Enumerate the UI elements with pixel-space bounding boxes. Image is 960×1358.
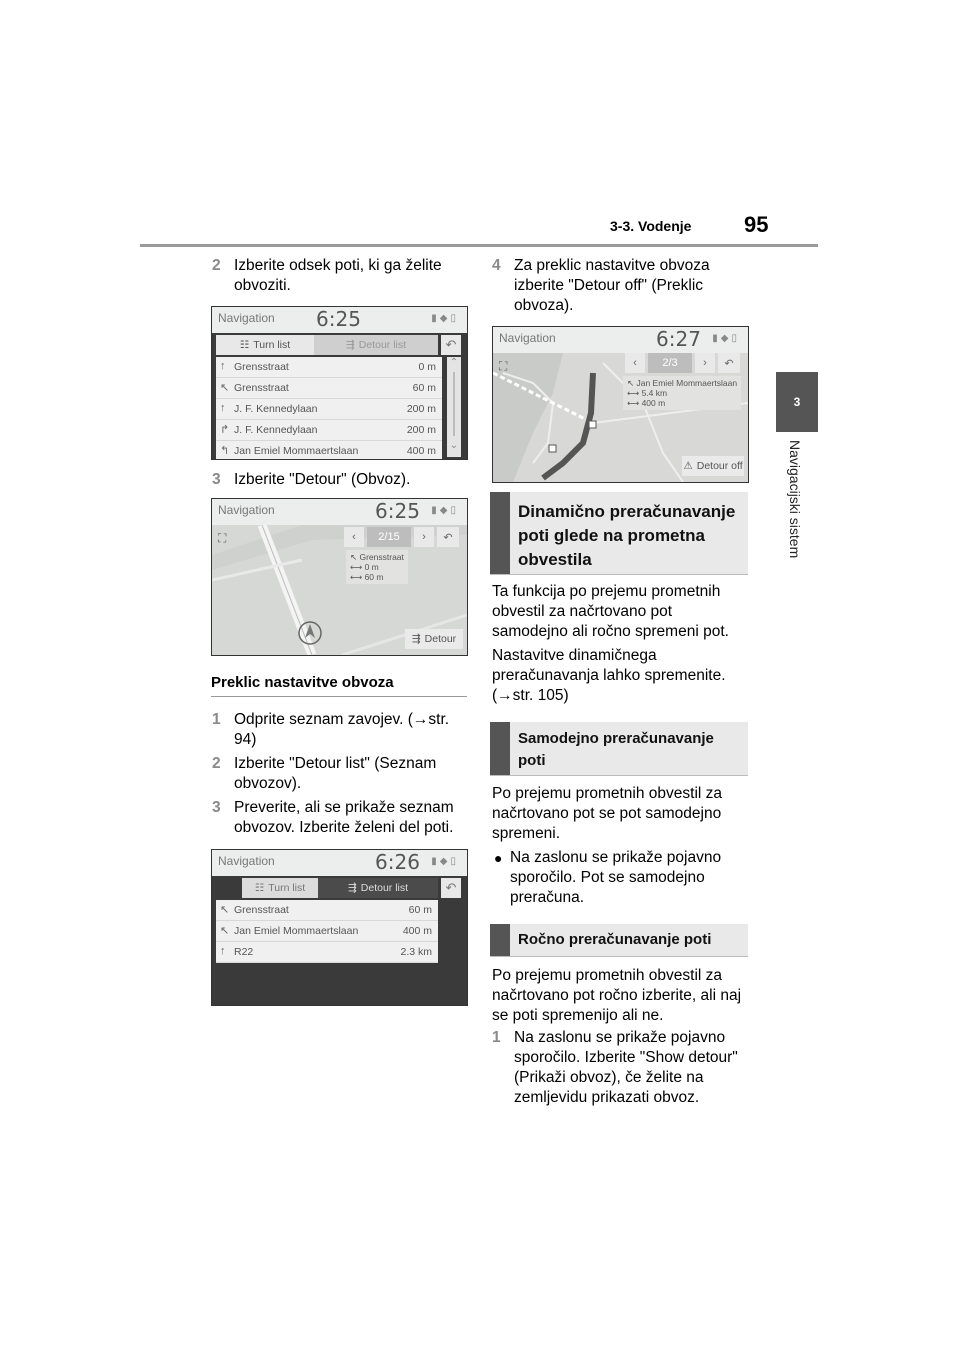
chapter-label: Navigacijski sistem bbox=[787, 440, 803, 559]
status-icons: ▮◆▯ bbox=[431, 856, 459, 867]
screen-title: Navigation bbox=[218, 311, 275, 325]
screen-turn-list bbox=[211, 306, 468, 460]
step-number: 3 bbox=[212, 799, 221, 816]
step-3 bbox=[212, 470, 472, 490]
fullscreen-icon[interactable]: ⛶ bbox=[218, 531, 227, 545]
fullscreen-icon[interactable]: ⛶ bbox=[499, 359, 508, 373]
step-4 bbox=[492, 256, 752, 316]
back-button[interactable] bbox=[441, 335, 461, 355]
screen-header bbox=[212, 499, 467, 525]
section-dynamic-reroute bbox=[490, 492, 748, 575]
paragraph: Ta funkcija po prejemu prometnih obvestil za načrtovano pot samodejno ali ročno spremeni pot. bbox=[492, 583, 729, 640]
section-auto-reroute bbox=[490, 722, 748, 776]
prev-segment-button[interactable] bbox=[625, 353, 645, 373]
section-bar bbox=[490, 722, 510, 775]
page-number: 95 bbox=[744, 212, 769, 237]
segment-info: ↖ Jan Emiel Mommaertslaan ⟷ 5.4 km ⟷ 400 m bbox=[623, 376, 741, 410]
detour-list bbox=[216, 900, 438, 963]
step-text: Odprite seznam zavojev. (→str. 94) bbox=[234, 711, 450, 748]
step-number: 2 bbox=[212, 755, 221, 772]
list-item[interactable]: ↖ Jan Emiel Mommaertslaan 400 m bbox=[216, 921, 438, 942]
back-button[interactable] bbox=[441, 878, 461, 898]
screen-header bbox=[212, 850, 467, 876]
distance-icon: ⟷ bbox=[627, 398, 642, 408]
screen-map-detour bbox=[211, 498, 468, 656]
list-icon: ☷ bbox=[239, 339, 250, 351]
turn-icon: ↑ bbox=[220, 945, 226, 957]
section-heading: Ročno preračunavanje poti bbox=[518, 931, 712, 948]
turn-icon: ↑ bbox=[220, 402, 226, 414]
tab-turn-list[interactable]: ☷ Turn list bbox=[216, 335, 314, 355]
header-rule bbox=[140, 244, 818, 247]
turn-list bbox=[216, 357, 442, 460]
list-item[interactable]: ↱ J. F. Kennedylaan 200 m bbox=[216, 420, 442, 441]
chevron-left-icon: ‹ bbox=[352, 531, 356, 543]
step-text: Izberite "Detour list" (Seznam obvozov). bbox=[234, 755, 437, 792]
screen-map-detour-off bbox=[492, 326, 749, 483]
bullet-item: ● Na zaslonu se prikaže pojavno sporočilo. Pot se samodejno preračuna. bbox=[494, 849, 722, 906]
turn-icon: ↖ bbox=[220, 904, 230, 916]
screen-title: Navigation bbox=[218, 503, 275, 517]
status-icons: ▮◆▯ bbox=[712, 333, 740, 344]
detour-icon: ⇶ bbox=[345, 339, 355, 351]
next-segment-button[interactable] bbox=[695, 353, 715, 373]
warning-icon: ⚠ bbox=[683, 460, 693, 472]
list-item[interactable]: ↑ J. F. Kennedylaan 200 m bbox=[216, 399, 442, 420]
distance-icon: ⟷ bbox=[350, 572, 365, 582]
step-number: 3 bbox=[212, 471, 221, 488]
cancel-step-1 bbox=[212, 710, 472, 750]
screen-title: Navigation bbox=[499, 331, 556, 345]
turn-icon: ↖ bbox=[350, 552, 360, 562]
tab-turn-list[interactable]: ☷ Turn list bbox=[242, 878, 318, 898]
step-2 bbox=[212, 256, 472, 296]
page-down-icon[interactable]: ⌄ bbox=[449, 440, 459, 451]
tab-detour-list[interactable]: ⇶ Detour list bbox=[318, 878, 438, 898]
section-manual-reroute bbox=[490, 924, 748, 957]
scrollbar[interactable] bbox=[447, 357, 461, 457]
back-icon: ↶ bbox=[445, 337, 457, 352]
tab-row bbox=[242, 878, 438, 898]
turn-icon: ↱ bbox=[220, 424, 230, 436]
turn-icon: ↖ bbox=[627, 378, 637, 388]
chevron-right-icon: › bbox=[422, 531, 426, 543]
bullet-icon: ● bbox=[494, 850, 503, 866]
step-text: Izberite odsek poti, ki ga želite obvoziti. bbox=[234, 257, 442, 294]
detour-icon: ⇶ bbox=[411, 633, 421, 645]
segment-page: 2/15 bbox=[367, 527, 411, 547]
distance-icon: ⟷ bbox=[350, 562, 365, 572]
cancel-step-2 bbox=[212, 754, 472, 794]
paragraph: Nastavitve dinamičnega preračunavanja lahko spremenite. (→str. 105) bbox=[492, 647, 726, 704]
segment-page: 2/3 bbox=[648, 353, 692, 373]
back-icon: ↶ bbox=[443, 531, 453, 544]
route-segment-control bbox=[625, 353, 740, 373]
back-button[interactable] bbox=[437, 527, 459, 547]
detour-off-button[interactable]: ⚠ Detour off bbox=[682, 456, 744, 476]
back-icon: ↶ bbox=[724, 357, 734, 370]
prev-segment-button[interactable] bbox=[344, 527, 364, 547]
step-number: 1 bbox=[212, 711, 221, 728]
back-button[interactable] bbox=[718, 353, 740, 373]
detour-icon: ⇶ bbox=[347, 882, 357, 894]
step-number: 4 bbox=[492, 257, 501, 274]
list-item[interactable]: ↰ Jan Emiel Mommaertslaan 400 m bbox=[216, 441, 442, 460]
step-number: 1 bbox=[492, 1029, 501, 1046]
tab-detour-list[interactable]: ⇶ Detour list bbox=[314, 335, 438, 355]
screen-detour-list bbox=[211, 849, 468, 1006]
section-title: 3-3. Vodenje bbox=[610, 218, 692, 234]
section-heading: Samodejno preračunavanje poti bbox=[518, 730, 714, 769]
turn-icon: ↰ bbox=[220, 445, 230, 457]
step-text: Za preklic nastavitve obvoza izberite "Detour off" (Preklic obvoza). bbox=[514, 257, 710, 314]
tab-row bbox=[216, 335, 438, 355]
status-icons: ▮◆▯ bbox=[431, 313, 459, 324]
list-item[interactable]: ↑ R22 2.3 km bbox=[216, 942, 438, 963]
next-segment-button[interactable] bbox=[414, 527, 434, 547]
distance-icon: ⟷ bbox=[627, 388, 642, 398]
turn-icon: ↖ bbox=[220, 925, 230, 937]
step-text: Na zaslonu se prikaže pojavno sporočilo. Izberite "Show detour" (Prikaži obvoz), če želite na zemljevidu prikazati obvoz. bbox=[514, 1029, 738, 1106]
clock: 6:26 bbox=[375, 850, 420, 874]
section-bar bbox=[490, 492, 510, 574]
step-text: Preverite, ali se prikaže seznam obvozov. Izberite želeni del poti. bbox=[234, 799, 454, 836]
chapter-tab: 3 bbox=[776, 372, 818, 432]
scroll-track bbox=[453, 372, 455, 436]
screen-header bbox=[493, 327, 748, 353]
list-item[interactable]: ↖ Grensstraat 60 m bbox=[216, 378, 442, 399]
chevron-right-icon: › bbox=[703, 357, 707, 369]
detour-button[interactable]: ⇶ Detour bbox=[405, 629, 463, 649]
route-segment-control bbox=[344, 527, 459, 547]
step-number: 2 bbox=[212, 257, 221, 274]
page-up-icon[interactable]: ⌃ bbox=[449, 357, 459, 368]
clock: 6:25 bbox=[375, 499, 420, 523]
list-item[interactable]: ↑ Grensstraat 0 m bbox=[216, 357, 442, 378]
turn-icon: ↖ bbox=[220, 382, 230, 394]
list-icon: ☷ bbox=[254, 882, 265, 894]
list-item[interactable]: ↖ Grensstraat 60 m bbox=[216, 900, 438, 921]
segment-info: ↖ Grensstraat ⟷ 0 m ⟷ 60 m bbox=[346, 550, 408, 584]
clock: 6:25 bbox=[316, 307, 361, 331]
status-icons: ▮◆▯ bbox=[431, 505, 459, 516]
section-heading: Dinamično preračunavanje poti glede na prometna obvestila bbox=[518, 502, 736, 569]
back-icon: ↶ bbox=[445, 880, 457, 895]
step-text: Izberite "Detour" (Obvoz). bbox=[234, 471, 411, 488]
paragraph: Po prejemu prometnih obvestil za načrtovano pot se pot samodejno spremeni. bbox=[492, 785, 723, 842]
screen-title: Navigation bbox=[218, 854, 275, 868]
section-heading: Preklic nastavitve obvoza bbox=[211, 674, 467, 697]
chevron-left-icon: ‹ bbox=[633, 357, 637, 369]
manual-step-1 bbox=[492, 1028, 752, 1108]
paragraph: Po prejemu prometnih obvestil za načrtovano pot ročno izberite, ali naj se poti spremenijo ali ne. bbox=[492, 967, 742, 1024]
turn-icon: ↑ bbox=[220, 360, 226, 372]
screen-header bbox=[212, 307, 467, 333]
clock: 6:27 bbox=[656, 327, 701, 351]
cancel-step-3 bbox=[212, 798, 472, 838]
section-bar bbox=[490, 924, 510, 956]
